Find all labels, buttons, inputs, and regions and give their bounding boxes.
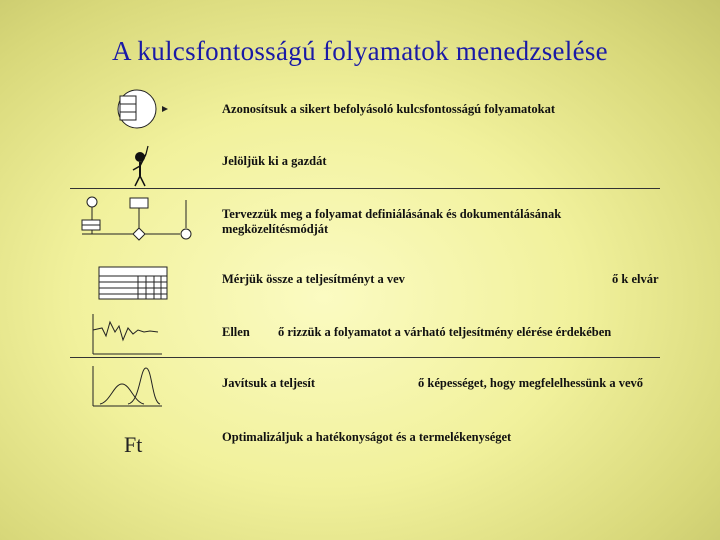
row-identify-text: Azonosítsuk a sikert befolyásoló kulcsfontosságú folyamatokat bbox=[222, 102, 556, 116]
row-owner-text: Jelöljük ki a gazdát bbox=[222, 154, 327, 168]
process-circle-icon bbox=[112, 88, 174, 130]
owner-figure-icon bbox=[128, 140, 152, 190]
flowchart-icon bbox=[80, 194, 196, 246]
row-improve-text: Javítsuk a teljesít bbox=[222, 376, 316, 390]
row-measure-text-2: ő k elvár bbox=[612, 272, 659, 286]
row-control-text-2: ő rizzük a folyamatot a várható teljesítmény elérése érdekében bbox=[278, 325, 612, 339]
slide-title: A kulcsfontosságú folyamatok menedzselése bbox=[112, 36, 608, 66]
row-improve-text-2: ő képességet, hogy megfelelhessünk a vevő bbox=[418, 376, 643, 390]
row-plan-text-2: megközelítésmódját bbox=[222, 222, 329, 236]
divider-line-bottom bbox=[70, 357, 660, 358]
distribution-curve-icon bbox=[88, 364, 164, 410]
row-measure-text: Mérjük össze a teljesítményt a vev bbox=[222, 272, 405, 286]
divider-line-top bbox=[70, 188, 660, 189]
control-chart-icon bbox=[88, 312, 164, 356]
row-plan-text: Tervezzük meg a folyamat definiálásának és dokumentálásának bbox=[222, 207, 562, 221]
row-optimize-text: Optimalizáljuk a hatékonyságot és a termelékenységet bbox=[222, 430, 512, 444]
ft-label: Ft bbox=[124, 432, 143, 457]
measurement-table-icon bbox=[98, 266, 170, 300]
row-control-text: Ellen bbox=[222, 325, 250, 339]
